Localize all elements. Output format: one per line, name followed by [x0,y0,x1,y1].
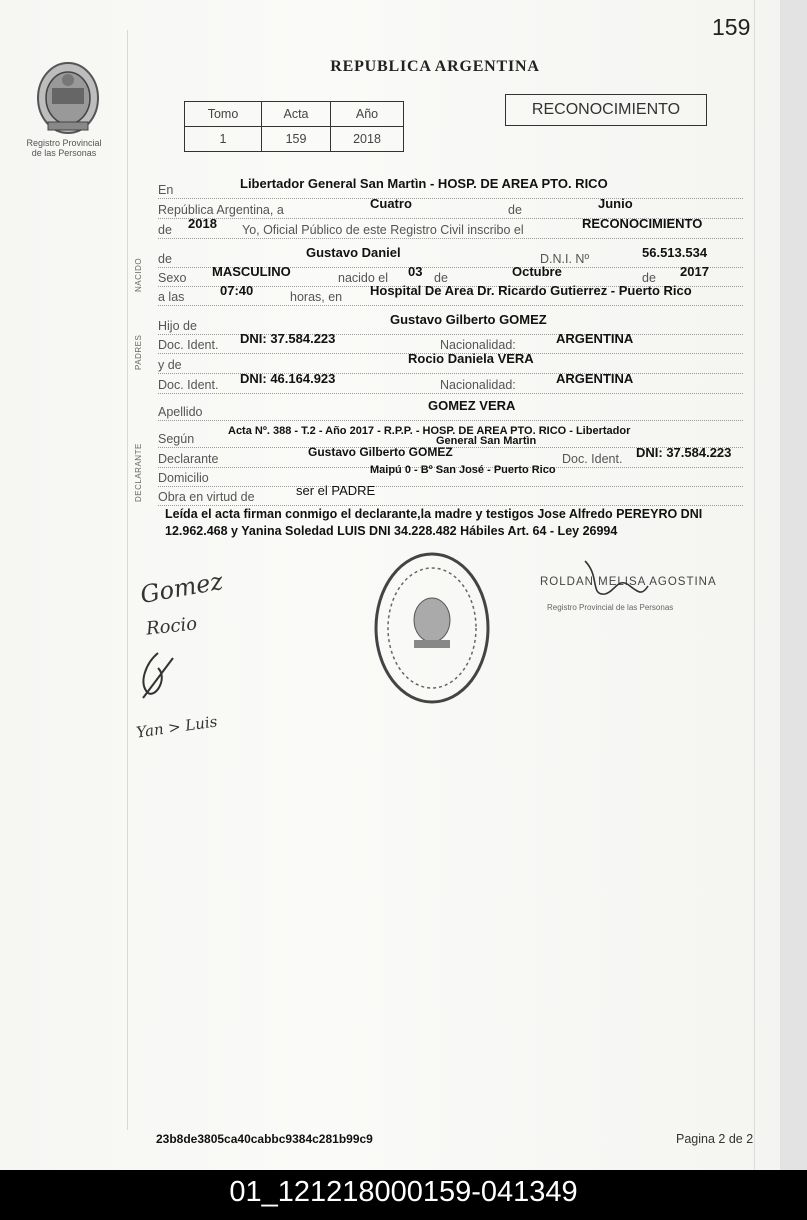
value-year: 2018 [188,216,217,231]
value-en: Libertador General San Martìn - HOSP. DE AREA PTO. RICO [240,176,608,191]
document-type-box: RECONOCIMIENTO [505,94,707,126]
acta-value-acta: 159 [262,127,331,152]
row-oficial [158,216,743,239]
value-name: Gustavo Daniel [306,245,401,260]
barcode-label: 01_121218000159-041349 [0,1170,807,1220]
official-role: Registro Provincial de las Personas [547,603,674,612]
value-father-doc: DNI: 37.584.223 [240,331,336,346]
label-nacionalidad-2: Nacionalidad: [440,378,516,392]
acta-header-acta: Acta [262,102,331,127]
row-obra [158,483,743,506]
value-month: Junio [598,196,633,211]
value-place: Hospital De Area Dr. Ricardo Gutierrez - Puerto Rico [370,283,692,298]
label-republica: República Argentina, a [158,203,284,217]
label-doc-ident-3: Doc. Ident. [562,452,623,466]
value-birth-month: Octubre [512,264,562,279]
row-en [158,176,743,199]
row-apellido [158,398,743,421]
page-number: 159 [712,14,751,40]
page-counter: Pagina 2 de 2 [676,1132,754,1146]
side-label-declarante: DECLARANTE [134,443,143,502]
registry-label [18,138,110,158]
label-birth-de2: de [642,271,656,285]
label-en: En [158,183,174,197]
value-obra: ser el PADRE [296,483,376,498]
label-de: de [508,203,522,217]
margin-line [127,30,128,1130]
label-horas: horas, en [290,290,343,304]
official-signature-icon [580,556,650,606]
label-yde: y de [158,358,182,372]
value-declarante-doc: DNI: 37.584.223 [636,445,732,460]
value-mother-nat: ARGENTINA [556,371,634,386]
value-sexo: MASCULINO [212,264,291,279]
official-stamp-icon [370,548,494,708]
side-label-padres: PADRES [134,334,143,370]
signature-declarante: Gomez [138,566,226,610]
row-hora [158,283,743,306]
value-day: Cuatro [370,196,412,211]
label-declarante: Declarante [158,452,219,466]
label-nacido: nacido el [338,271,389,285]
acta-value-tomo: 1 [185,127,262,152]
document-hash: 23b8de3805ca40cabbc9384c281b99c9 [156,1132,373,1146]
label-nacionalidad: Nacionalidad: [440,338,516,352]
label-apellido: Apellido [158,405,203,419]
value-time: 07:40 [220,283,254,298]
registry-label-line1: Registro Provincial [26,138,102,148]
acta-table [184,101,404,152]
label-doc-ident: Doc. Ident. [158,338,219,352]
label-obra: Obra en virtud de [158,490,255,504]
page-edge [780,0,807,1170]
value-domicilio: Maipú 0 - Bº San José - Puerto Rico [370,464,556,476]
value-father: Gustavo Gilberto GOMEZ [390,312,547,327]
right-margin-line [754,0,755,1170]
label-doc-ident-2: Doc. Ident. [158,378,219,392]
closing-paragraph: Leída el acta firman conmigo el declarante,la madre y testigos Jose Alfredo PEREYRO DNI 12.962.468 y Yanina Soledad LUIS DNI 34.228.482 Hábiles Art. 64 - Ley 26994 [165,507,703,538]
acta-header-ano: Año [331,102,404,127]
label-domicilio: Domicilio [158,471,209,485]
signature-madre: Rocio [145,613,199,640]
acta-value-ano: 2018 [331,127,404,152]
page-title: REPUBLICA ARGENTINA [330,58,540,75]
row-mother-doc [158,371,743,394]
value-birth-day: 03 [408,264,423,279]
value-mother-doc: DNI: 46.164.923 [240,371,336,386]
official-name: ROLDAN MELISA AGOSTINA [540,576,717,588]
label-alas: a las [158,290,185,304]
label-birth-de1: de [434,271,448,285]
value-declarante: Gustavo Gilberto GOMEZ [308,445,453,459]
value-segun-cont: General San Martìn [436,435,537,447]
province-emblem-icon [34,58,102,136]
label-oficial: Yo, Oficial Público de este Registro Civil inscribo el [242,223,524,237]
label-sexo: Sexo [158,271,187,285]
signature-testigo-icon [128,648,188,708]
signature-testigo2: Yan > Luis [135,712,219,742]
label-name-prefix: de [158,252,172,266]
registry-label-line2: de las Personas [31,148,97,158]
value-apellido: GOMEZ VERA [428,398,516,413]
value-mother: Rocio Daniela VERA [408,351,534,366]
row-domicilio [158,464,743,487]
value-dni: 56.513.534 [642,245,708,260]
value-segun: Acta Nº. 388 - T.2 - Año 2017 - R.P.P. - HOSP. DE AREA PTO. RICO - Libertador [228,425,631,437]
label-hijo: Hijo de [158,319,197,333]
label-year-prefix: de [158,223,172,237]
value-inscribo: RECONOCIMIENTO [582,216,703,231]
value-father-nat: ARGENTINA [556,331,634,346]
value-birth-year: 2017 [680,264,709,279]
label-dni: D.N.I. Nº [540,252,590,266]
acta-header-tomo: Tomo [185,102,262,127]
side-label-nacido: NACIDO [134,257,143,292]
label-segun: Según [158,432,195,446]
